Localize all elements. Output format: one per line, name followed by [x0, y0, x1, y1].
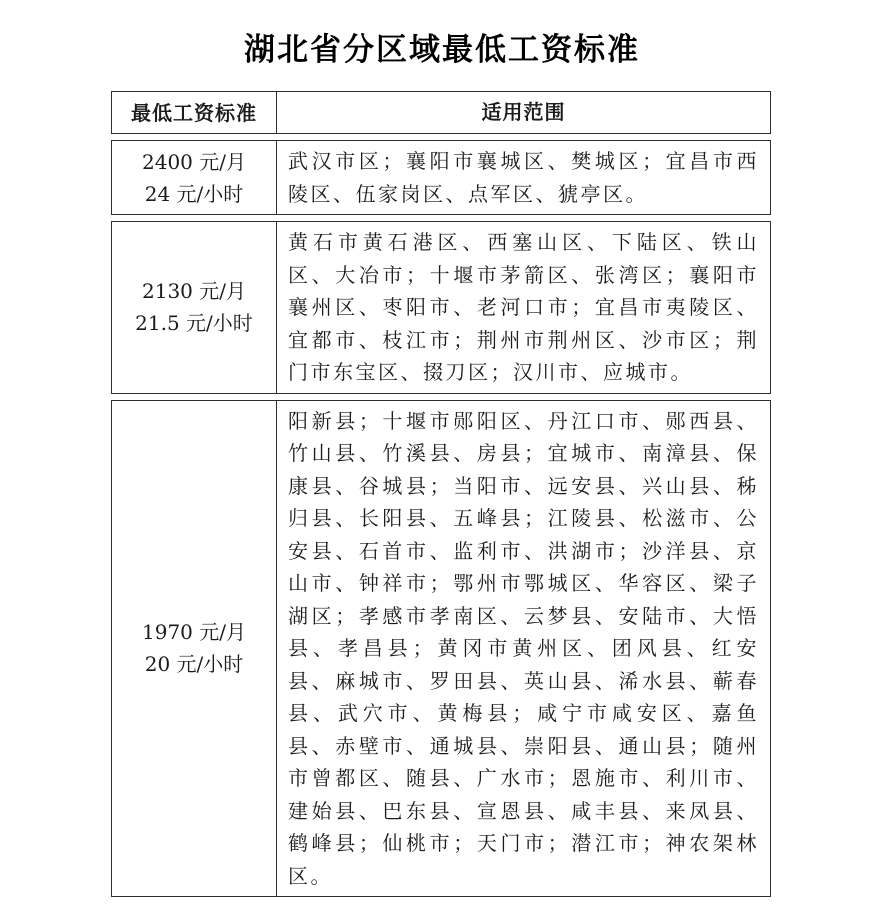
header-standard-column: 最低工资标准 [112, 92, 277, 133]
table-row [111, 221, 771, 394]
wage-standard-cell [112, 141, 277, 214]
page-title: 湖北省分区域最低工资标准 [244, 32, 640, 68]
monthly-wage-value: 2400 元/月 [142, 149, 246, 174]
wage-standard-cell [112, 401, 277, 897]
hourly-wage-value: 20 元/小时 [144, 652, 244, 677]
table-row [111, 140, 771, 215]
scope-cell [277, 401, 770, 897]
scope-text: 黄石市黄石港区、西塞山区、下陆区、铁山区、大冶市；十堰市茅箭区、张湾区；襄阳市襄州区、枣阳市、老河口市；宜昌市夷陵区、宜都市、枝江市；荆州市荆州区、沙市区；荆门市东宝区、掇刀区；汉川市、应城市。 [288, 230, 759, 384]
table-header-row [111, 91, 771, 134]
scope-text: 阳新县；十堰市郧阳区、丹江口市、郧西县、竹山县、竹溪县、房县；宜城市、南漳县、保康县、谷城县；当阳市、远安县、兴山县、秭归县、长阳县、五峰县；江陵县、松滋市、公安县、石首市、监利市、洪湖市；沙洋县、京山市、钟祥市；鄂州市鄂城区、华容区、梁子湖区；孝感市孝南区、云梦县、安陆市、大悟县、孝昌县；黄冈市黄州区、团风县、红安县、麻城市、罗田县、英山县、浠水县、蕲春县、武穴市、黄梅县；咸宁市咸安区、嘉鱼县、赤壁市、通城县、崇阳县、通山县；随州市曾都区、随县、广水市；恩施市、利川市、建始县、巴东县、宣恩县、咸丰县、来凤县、鹤峰县；仙桃市；天门市；潜江市；神农架林区。 [288, 408, 759, 888]
hourly-wage-value: 24 元/小时 [144, 181, 244, 206]
minimum-wage-table [111, 91, 771, 897]
scope-cell [277, 141, 770, 214]
wage-standard-cell [112, 222, 277, 393]
hourly-wage-value: 21.5 元/小时 [135, 311, 253, 336]
scope-cell [277, 222, 770, 393]
table-row [111, 400, 771, 898]
scope-text: 武汉市区；襄阳市襄城区、樊城区；宜昌市西陵区、伍家岗区、点军区、猇亭区。 [288, 149, 759, 206]
header-scope-column: 适用范围 [481, 100, 566, 125]
monthly-wage-value: 1970 元/月 [142, 620, 246, 645]
monthly-wage-value: 2130 元/月 [142, 279, 246, 304]
